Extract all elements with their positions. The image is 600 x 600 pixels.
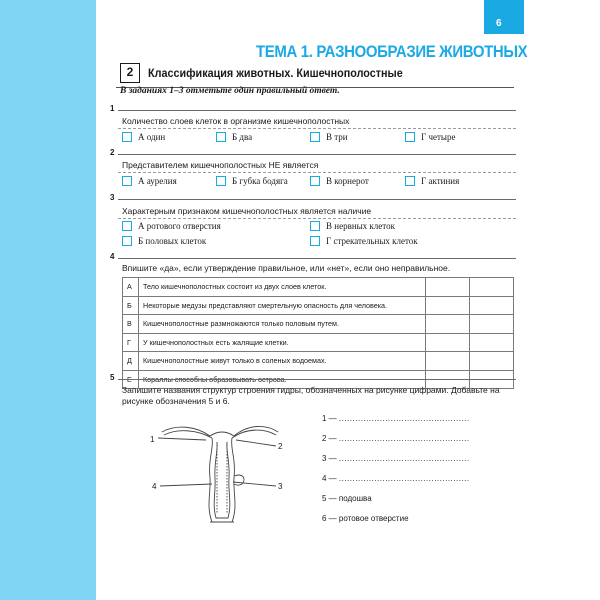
q3-option-a[interactable]: А ротового отверстия [122,221,221,231]
legend-row-2: 2 — ................................................ [322,434,470,443]
question-1-text: Количество слоев клеток в организме кишечнополостных [122,116,350,126]
answer-cell[interactable] [470,278,514,297]
checkbox[interactable] [405,132,415,142]
question-4-number: 4 [110,252,115,261]
table-row [123,315,514,334]
row-statement: У кишечнополостных есть жалящие клетки. [139,333,426,352]
hydra-tentacle-right-inner [232,430,276,438]
question-1-number: 1 [110,104,115,113]
row-statement: Некоторые медузы представляют смертельную опасность для человека. [139,296,426,315]
row-letter: Д [123,352,139,371]
q3-option-g[interactable]: Г стрекательных клеток [310,236,418,246]
question-5-text: Запишите названия структур строения гидры, обозначенных на рисунке цифрами. Добавьте на рисунке обозначения 5 и 6. [122,385,500,406]
row-spacer-cell [426,278,470,297]
question-2-divider [118,154,516,155]
hydra-figure [148,418,308,533]
checkbox[interactable] [216,176,226,186]
label-4-leader [160,484,212,486]
legend-row-1: 1 — ................................................ [322,414,470,423]
question-3-dashed-rule [118,218,516,219]
q2-option-g[interactable]: Г актиния [405,176,459,186]
left-color-band [0,0,96,600]
row-letter: Б [123,296,139,315]
table-row [123,278,514,297]
row-letter: В [123,315,139,334]
label-2-leader [236,440,276,446]
q3-option-v[interactable]: В нервных клеток [310,221,395,231]
checkbox[interactable] [310,221,320,231]
theme-title: ТЕМА 1. РАЗНООБРАЗИЕ ЖИВОТНЫХ [256,42,528,61]
checkbox[interactable] [310,236,320,246]
table-row [123,352,514,371]
legend-row-5: 5 — подошва [322,494,372,503]
q1-option-a[interactable]: А один [122,132,165,142]
legend-value-6: ротовое отверстие [338,514,409,523]
question-1-dashed-rule [118,128,516,129]
figure-label-1: 1 [150,435,155,444]
figure-label-2: 2 [278,442,283,451]
answer-cell[interactable] [470,352,514,371]
checkbox[interactable] [122,221,132,231]
q2-option-b[interactable]: Б губка бодяга [216,176,288,186]
checkbox[interactable] [310,176,320,186]
question-2-number: 2 [110,148,115,157]
answer-cell[interactable] [470,296,514,315]
page-number: 6 [496,18,502,29]
checkbox[interactable] [122,176,132,186]
q3-option-b[interactable]: Б половых клеток [122,236,206,246]
hydra-mouth-cone [210,432,234,436]
question-4-divider [118,258,516,259]
table-row [123,296,514,315]
figure-label-3: 3 [278,482,283,491]
answer-line-2[interactable]: ................................................ [338,434,470,443]
legend-row-6: 6 — ротовое отверстие [322,514,409,523]
table-row [123,333,514,352]
instruction-text: В заданиях 1–3 отметьте один правильный ответ. [120,86,340,96]
row-spacer-cell [426,296,470,315]
question-2-text: Представителем кишечнополостных НЕ является [122,160,319,170]
hydra-tentacle-left-inner [164,431,212,438]
answer-line-3[interactable]: ................................................ [338,454,470,463]
legend-row-3: 3 — ................................................ [322,454,470,463]
question-4-text: Впишите «да», если утверждение правильное, или «нет», если оно неправильное. [122,263,451,273]
answer-line-4[interactable]: ................................................ [338,474,470,483]
checkbox[interactable] [405,176,415,186]
legend-row-4: 4 — ................................................ [322,474,470,483]
q1-option-g[interactable]: Г четыре [405,132,455,142]
hydra-gut-cavity [214,442,230,518]
question-3-number: 3 [110,193,115,202]
row-statement: Тело кишечнополостных состоит из двух слоев клеток. [139,278,426,297]
hydra-tentacle-left [162,427,210,436]
row-letter: Г [123,333,139,352]
question-1-divider [118,110,516,111]
legend-value-5: подошва [338,494,372,503]
checkbox[interactable] [122,132,132,142]
question-3-text: Характерным признаком кишечнополостных является наличие [122,206,372,216]
lesson-title: Классификация животных. Кишечнополостные [148,66,403,80]
true-false-table [122,277,514,389]
q2-option-v[interactable]: В корнерот [310,176,369,186]
checkbox[interactable] [310,132,320,142]
question-5-divider [118,379,516,380]
row-statement: Кишечнополостные размножаются только половым путем. [139,315,426,334]
answer-cell[interactable] [470,315,514,334]
q2-option-a[interactable]: А аурелия [122,176,177,186]
hydra-bud [234,475,244,485]
question-3-divider [118,199,516,200]
question-2-dashed-rule [118,172,516,173]
checkbox[interactable] [216,132,226,142]
checkbox[interactable] [122,236,132,246]
figure-label-4: 4 [152,482,157,491]
lesson-number: 2 [120,63,140,83]
hydra-tentacle-right [234,426,278,436]
row-statement: Кишечнополостные живут только в соленых водоемах. [139,352,426,371]
q1-option-v[interactable]: В три [310,132,348,142]
row-spacer-cell [426,352,470,371]
q1-option-b[interactable]: Б два [216,132,252,142]
label-1-leader [158,438,206,440]
answer-line-1[interactable]: ................................................ [338,414,470,423]
row-letter: А [123,278,139,297]
page-number-tab [484,0,524,34]
hydra-body-outline [209,438,235,522]
answer-cell[interactable] [470,333,514,352]
row-spacer-cell [426,315,470,334]
question-5-number: 5 [110,373,115,382]
row-spacer-cell [426,333,470,352]
